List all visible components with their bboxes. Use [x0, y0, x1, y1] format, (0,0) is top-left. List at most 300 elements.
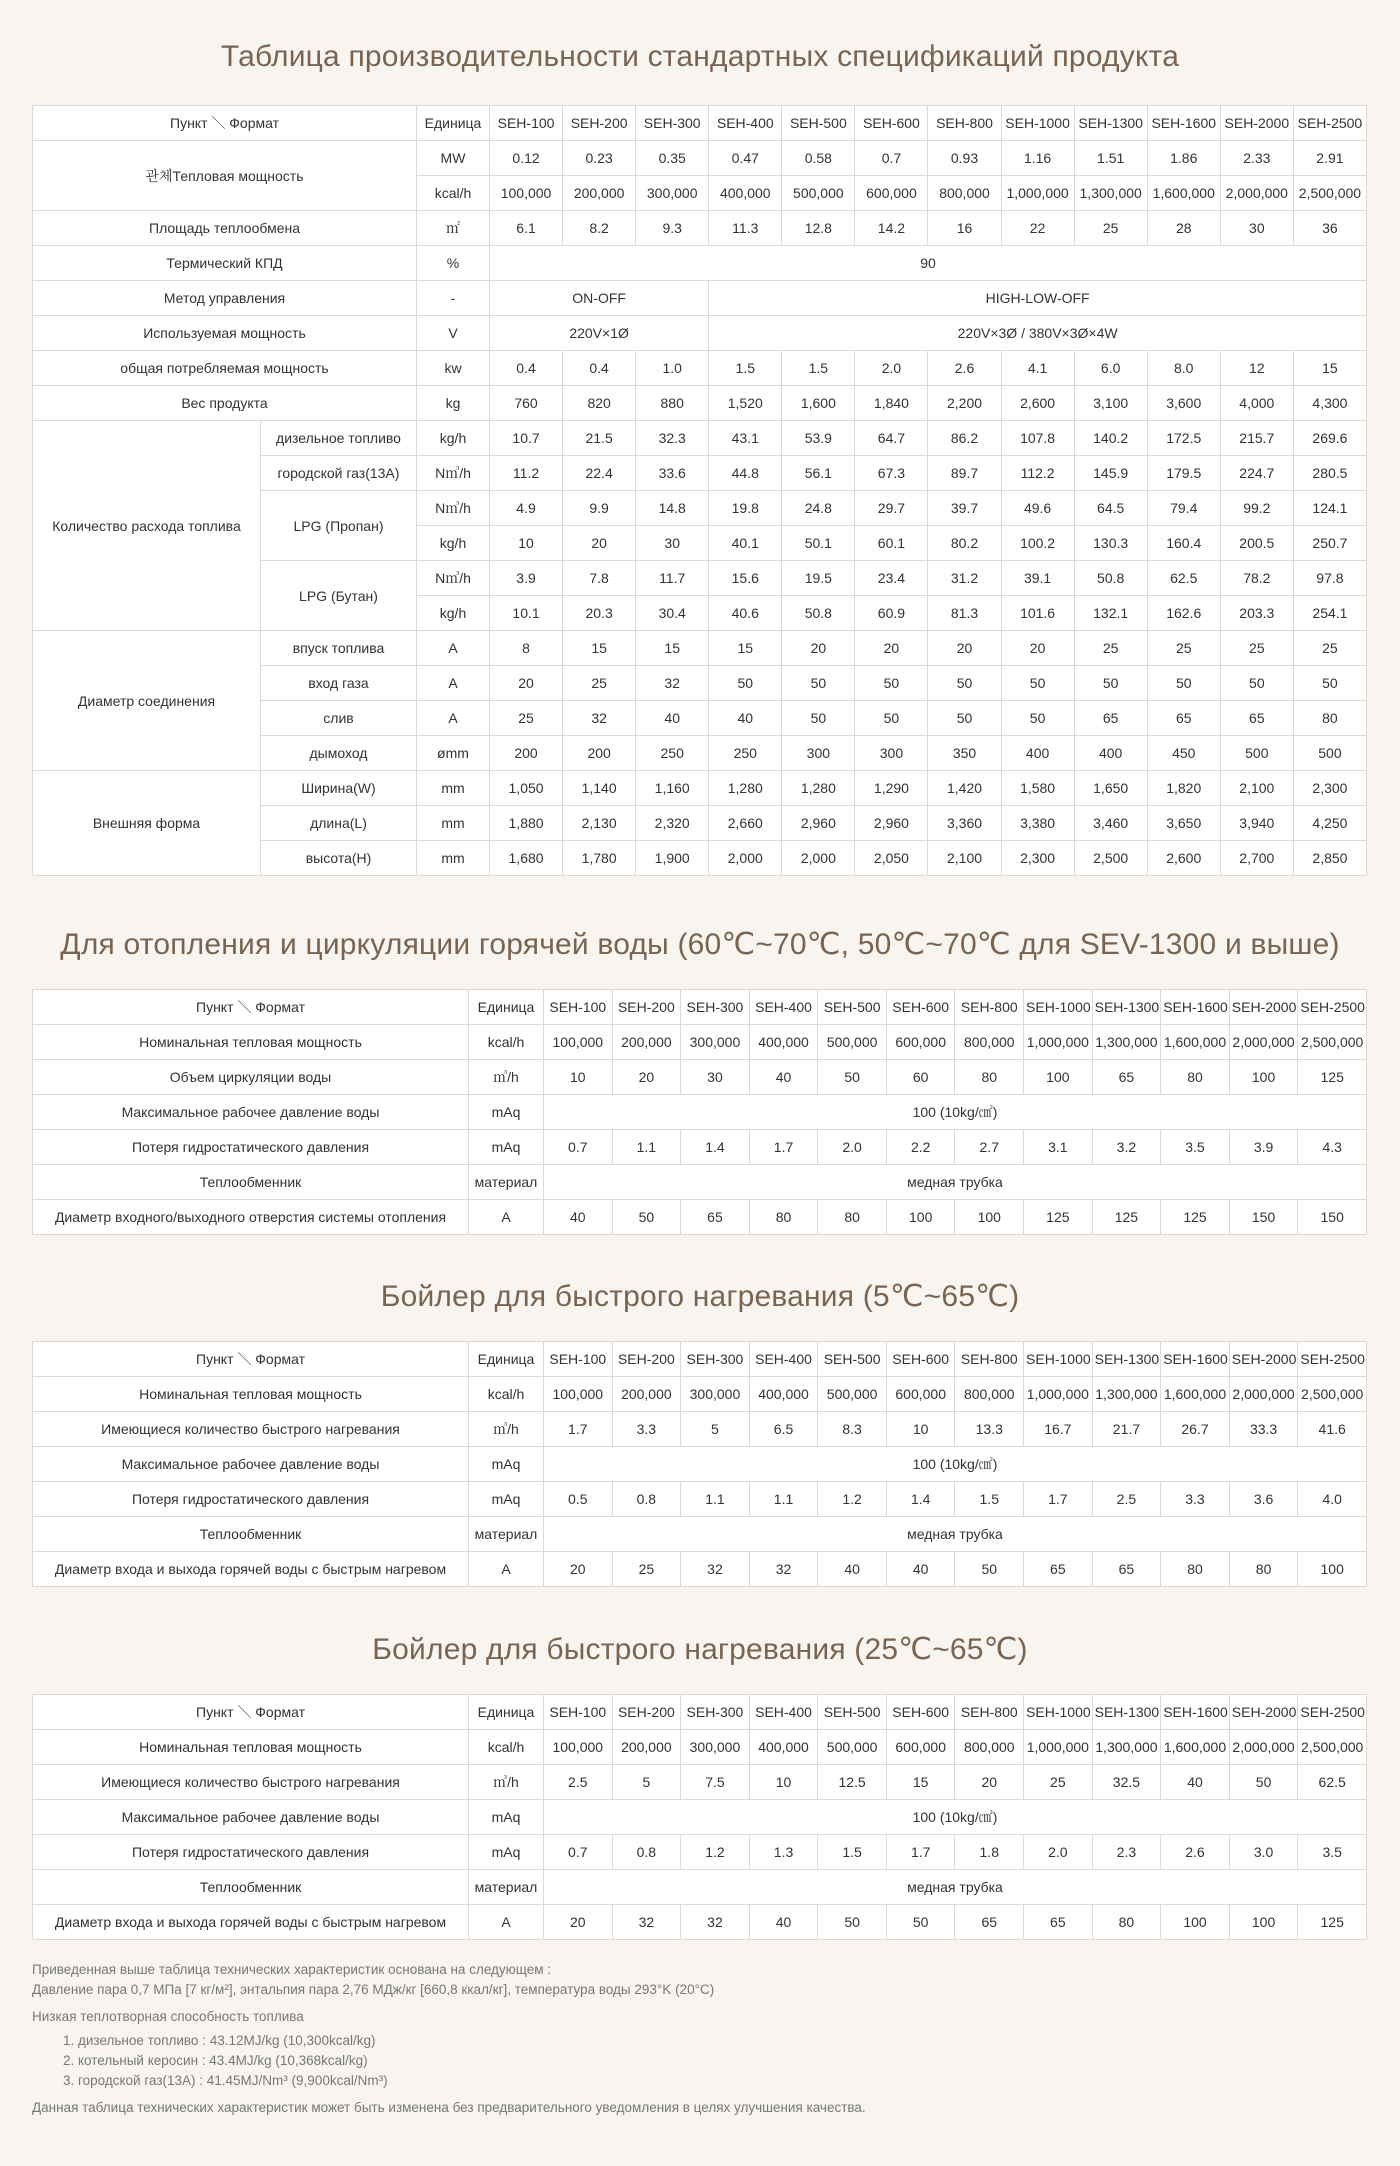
value-cell: 1,300,000: [1074, 176, 1147, 211]
model-header-cell: SEH-1300: [1074, 106, 1147, 141]
model-header-cell: SEH-2500: [1293, 106, 1366, 141]
table-row: [33, 1412, 1367, 1447]
value-cell: 5: [681, 1412, 750, 1447]
value-cell: 400,000: [749, 1730, 818, 1765]
value-cell: 2,600: [1147, 841, 1220, 876]
value-cell: 2,000: [709, 841, 782, 876]
row-label: Вес продукта: [33, 386, 417, 421]
value-cell: 0.58: [782, 141, 855, 176]
value-cell: 250: [709, 736, 782, 771]
row-label: Номинальная тепловая мощность: [33, 1730, 469, 1765]
value-cell: 500,000: [818, 1730, 887, 1765]
value-cell: 65: [1092, 1060, 1161, 1095]
value-cell: 10: [544, 1060, 613, 1095]
span-value-cell: 220V×1Ø: [490, 316, 709, 351]
value-cell: 16: [928, 211, 1001, 246]
value-cell: 100,000: [490, 176, 563, 211]
value-cell: 200.5: [1220, 526, 1293, 561]
unit-cell: V: [417, 316, 490, 351]
value-cell: 21.5: [563, 421, 636, 456]
group-label: Диаметр соединения: [33, 631, 261, 771]
table-row: [33, 1552, 1367, 1587]
unit-cell: материал: [469, 1165, 544, 1200]
model-header-cell: SEH-2500: [1298, 1695, 1367, 1730]
sub-label: высота(H): [261, 841, 417, 876]
model-header-cell: SEH-600: [886, 1342, 955, 1377]
unit-cell: kg/h: [417, 596, 490, 631]
value-cell: 3.2: [1092, 1130, 1161, 1165]
unit-cell: MW: [417, 141, 490, 176]
model-header-cell: SEH-1300: [1092, 1695, 1161, 1730]
value-cell: 600,000: [886, 1730, 955, 1765]
value-cell: 4.1: [1001, 351, 1074, 386]
value-cell: 10: [490, 526, 563, 561]
model-header-cell: SEH-300: [681, 1695, 750, 1730]
value-cell: 97.8: [1293, 561, 1366, 596]
value-cell: 44.8: [709, 456, 782, 491]
table-row: [33, 771, 1367, 806]
value-cell: 2.7: [955, 1130, 1024, 1165]
unit-cell: mAq: [469, 1835, 544, 1870]
unit-cell: kcal/h: [469, 1377, 544, 1412]
unit-cell: A: [469, 1200, 544, 1235]
value-cell: 20.3: [563, 596, 636, 631]
heating-table: [32, 989, 1367, 1235]
value-cell: 1,420: [928, 771, 1001, 806]
row-label: Имеющиеся количество быстрого нагревания: [33, 1765, 469, 1800]
value-cell: 50: [818, 1905, 887, 1940]
value-cell: 1,900: [636, 841, 709, 876]
value-cell: 78.2: [1220, 561, 1293, 596]
row-label: Номинальная тепловая мощность: [33, 1025, 469, 1060]
value-cell: 224.7: [1220, 456, 1293, 491]
value-cell: 20: [544, 1552, 613, 1587]
value-cell: 1,600,000: [1161, 1377, 1230, 1412]
value-cell: 26.7: [1161, 1412, 1230, 1447]
model-header-cell: SEH-100: [544, 990, 613, 1025]
value-cell: 1.0: [636, 351, 709, 386]
table-row: [33, 1765, 1367, 1800]
value-cell: 80: [1161, 1060, 1230, 1095]
row-label: Теплообменник: [33, 1517, 469, 1552]
value-cell: 2,600: [1001, 386, 1074, 421]
value-cell: 25: [1147, 631, 1220, 666]
value-cell: 1,600,000: [1161, 1730, 1230, 1765]
model-header-cell: SEH-800: [928, 106, 1001, 141]
value-cell: 880: [636, 386, 709, 421]
span-value-cell: 100 (10kg/㎠): [544, 1447, 1367, 1482]
value-cell: 2,300: [1001, 841, 1074, 876]
unit-cell: A: [417, 701, 490, 736]
value-cell: 1,140: [563, 771, 636, 806]
table-row: [33, 1095, 1367, 1130]
spec-table: [32, 105, 1367, 876]
model-header-cell: SEH-100: [490, 106, 563, 141]
value-cell: 49.6: [1001, 491, 1074, 526]
span-value-cell: ON-OFF: [490, 281, 709, 316]
value-cell: 200,000: [612, 1025, 681, 1060]
value-cell: 125: [1298, 1060, 1367, 1095]
row-label: Диаметр входного/выходного отверстия системы отопления: [33, 1200, 469, 1235]
value-cell: 11.3: [709, 211, 782, 246]
model-header-cell: SEH-1600: [1161, 1695, 1230, 1730]
model-header-cell: SEH-200: [563, 106, 636, 141]
value-cell: 1,000,000: [1024, 1377, 1093, 1412]
value-cell: 15: [709, 631, 782, 666]
value-cell: 80: [818, 1200, 887, 1235]
table-row: [33, 1165, 1367, 1200]
value-cell: 10.1: [490, 596, 563, 631]
model-header-cell: SEH-1000: [1001, 106, 1074, 141]
value-cell: 0.47: [709, 141, 782, 176]
unit-cell: kg/h: [417, 421, 490, 456]
value-cell: 4,000: [1220, 386, 1293, 421]
value-cell: 40: [886, 1552, 955, 1587]
value-cell: 172.5: [1147, 421, 1220, 456]
table-row: [33, 1482, 1367, 1517]
value-cell: 1,050: [490, 771, 563, 806]
value-cell: 2.0: [818, 1130, 887, 1165]
model-header-cell: SEH-300: [681, 990, 750, 1025]
value-cell: 3,460: [1074, 806, 1147, 841]
note-disclaimer: Данная таблица технических характеристик может быть изменена без предварительного уведомления в целях улучшения качества.: [32, 2100, 866, 2115]
value-cell: 32.3: [636, 421, 709, 456]
value-cell: 800,000: [928, 176, 1001, 211]
table-row: [33, 1870, 1367, 1905]
value-cell: 3.6: [1229, 1482, 1298, 1517]
value-cell: 2,000,000: [1229, 1377, 1298, 1412]
value-cell: 3.9: [1229, 1130, 1298, 1165]
value-cell: 65: [1024, 1552, 1093, 1587]
header-unit-cell: Единица: [469, 990, 544, 1025]
header-row: [33, 990, 1367, 1025]
value-cell: 40: [749, 1905, 818, 1940]
table-row: [33, 1200, 1367, 1235]
value-cell: 400,000: [749, 1025, 818, 1060]
header-unit-cell: Единица: [417, 106, 490, 141]
value-cell: 40: [709, 701, 782, 736]
value-cell: 250: [636, 736, 709, 771]
unit-cell: mm: [417, 806, 490, 841]
value-cell: 50: [782, 701, 855, 736]
unit-cell: N㎥/h: [417, 456, 490, 491]
value-cell: 30: [681, 1060, 750, 1095]
value-cell: 132.1: [1074, 596, 1147, 631]
value-cell: 32: [681, 1905, 750, 1940]
value-cell: 28: [1147, 211, 1220, 246]
unit-cell: kcal/h: [469, 1730, 544, 1765]
quick25-title: Бойлер для быстрого нагревания (25℃~65℃): [372, 1633, 1028, 1666]
value-cell: 50.1: [782, 526, 855, 561]
value-cell: 2,500: [1074, 841, 1147, 876]
value-cell: 2,850: [1293, 841, 1366, 876]
table-row: [33, 141, 1367, 176]
value-cell: 32: [612, 1905, 681, 1940]
row-label: Потеря гидростатического давления: [33, 1130, 469, 1165]
value-cell: 1,300,000: [1092, 1025, 1161, 1060]
value-cell: 14.8: [636, 491, 709, 526]
table-row: [33, 1447, 1367, 1482]
value-cell: 80: [1092, 1905, 1161, 1940]
value-cell: 2.5: [1092, 1482, 1161, 1517]
heating-title: Для отопления и циркуляции горячей воды (60℃~70℃, 50℃~70℃ для SEV-1300 и выше): [60, 928, 1340, 961]
spec-title: Таблица производительности стандартных спецификаций продукта: [220, 40, 1180, 73]
model-header-cell: SEH-500: [818, 1695, 887, 1730]
value-cell: 1.4: [886, 1482, 955, 1517]
value-cell: 20: [955, 1765, 1024, 1800]
quick5-title: Бойлер для быстрого нагревания (5℃~65℃): [380, 1280, 1020, 1313]
unit-cell: ㎡: [417, 211, 490, 246]
value-cell: 20: [612, 1060, 681, 1095]
table-row: [33, 386, 1367, 421]
value-cell: 0.4: [563, 351, 636, 386]
value-cell: 99.2: [1220, 491, 1293, 526]
value-cell: 19.5: [782, 561, 855, 596]
value-cell: 2,130: [563, 806, 636, 841]
value-cell: 50: [1001, 666, 1074, 701]
span-value-cell: HIGH-LOW-OFF: [709, 281, 1367, 316]
value-cell: 40: [1161, 1765, 1230, 1800]
value-cell: 12.8: [782, 211, 855, 246]
row-label: Теплообменник: [33, 1870, 469, 1905]
sub-label: LPG (Бутан): [261, 561, 417, 631]
value-cell: 200: [490, 736, 563, 771]
value-cell: 50: [1001, 701, 1074, 736]
group-label: Внешняя форма: [33, 771, 261, 876]
value-cell: 100: [1298, 1552, 1367, 1587]
value-cell: 125: [1024, 1200, 1093, 1235]
calorific-list: [32, 2031, 1367, 2091]
model-header-cell: SEH-2500: [1298, 1342, 1367, 1377]
value-cell: 1.5: [709, 351, 782, 386]
value-cell: 2.0: [855, 351, 928, 386]
value-cell: 2,100: [928, 841, 1001, 876]
value-cell: 300,000: [636, 176, 709, 211]
value-cell: 19.8: [709, 491, 782, 526]
unit-cell: %: [417, 246, 490, 281]
value-cell: 140.2: [1074, 421, 1147, 456]
value-cell: 40: [636, 701, 709, 736]
unit-cell: A: [469, 1552, 544, 1587]
value-cell: 1,840: [855, 386, 928, 421]
value-cell: 50.8: [782, 596, 855, 631]
value-cell: 20: [1001, 631, 1074, 666]
value-cell: 1,600,000: [1147, 176, 1220, 211]
sub-label: вход газа: [261, 666, 417, 701]
value-cell: 400: [1074, 736, 1147, 771]
sub-label: слив: [261, 701, 417, 736]
value-cell: 80: [1229, 1552, 1298, 1587]
value-cell: 50: [1220, 666, 1293, 701]
unit-cell: mAq: [469, 1095, 544, 1130]
table-row: [33, 211, 1367, 246]
value-cell: 1.1: [612, 1130, 681, 1165]
value-cell: 1,280: [709, 771, 782, 806]
value-cell: 32.5: [1092, 1765, 1161, 1800]
value-cell: 13.3: [955, 1412, 1024, 1447]
value-cell: 25: [490, 701, 563, 736]
quick25-table: [32, 1694, 1367, 1940]
header-row: [33, 1342, 1367, 1377]
value-cell: 300,000: [681, 1377, 750, 1412]
table-row: [33, 1835, 1367, 1870]
sub-label: дымоход: [261, 736, 417, 771]
model-header-cell: SEH-1000: [1024, 1342, 1093, 1377]
value-cell: 500,000: [818, 1377, 887, 1412]
value-cell: 23.4: [855, 561, 928, 596]
model-header-cell: SEH-400: [749, 990, 818, 1025]
value-cell: 800,000: [955, 1025, 1024, 1060]
value-cell: 1,600,000: [1161, 1025, 1230, 1060]
value-cell: 200,000: [612, 1730, 681, 1765]
sub-label: впуск топлива: [261, 631, 417, 666]
value-cell: 125: [1161, 1200, 1230, 1235]
row-label: Номинальная тепловая мощность: [33, 1377, 469, 1412]
table-row: [33, 421, 1367, 456]
value-cell: 80: [955, 1060, 1024, 1095]
value-cell: 50: [1147, 666, 1220, 701]
value-cell: 2,200: [928, 386, 1001, 421]
row-label: общая потребляемая мощность: [33, 351, 417, 386]
value-cell: 1.86: [1147, 141, 1220, 176]
value-cell: 2.5: [544, 1765, 613, 1800]
model-header-cell: SEH-1600: [1147, 106, 1220, 141]
value-cell: 600,000: [855, 176, 928, 211]
value-cell: 0.7: [855, 141, 928, 176]
value-cell: 67.3: [855, 456, 928, 491]
value-cell: 3.5: [1298, 1835, 1367, 1870]
value-cell: 8: [490, 631, 563, 666]
value-cell: 2.3: [1092, 1835, 1161, 1870]
value-cell: 31.2: [928, 561, 1001, 596]
unit-cell: mm: [417, 841, 490, 876]
value-cell: 2,960: [782, 806, 855, 841]
value-cell: 60.1: [855, 526, 928, 561]
value-cell: 62.5: [1147, 561, 1220, 596]
row-label: Максимальное рабочее давление воды: [33, 1800, 469, 1835]
sub-label: длина(L): [261, 806, 417, 841]
value-cell: 100: [1229, 1060, 1298, 1095]
value-cell: 1.16: [1001, 141, 1074, 176]
value-cell: 350: [928, 736, 1001, 771]
value-cell: 150: [1229, 1200, 1298, 1235]
value-cell: 80: [1161, 1552, 1230, 1587]
value-cell: 1.5: [818, 1835, 887, 1870]
value-cell: 39.7: [928, 491, 1001, 526]
unit-cell: A: [417, 666, 490, 701]
value-cell: 40: [749, 1060, 818, 1095]
span-value-cell: медная трубка: [544, 1517, 1367, 1552]
note-basis: Приведенная выше таблица технических характеристик основана на следующем :: [32, 1962, 552, 1977]
model-header-cell: SEH-300: [681, 1342, 750, 1377]
span-value-cell: медная трубка: [544, 1165, 1367, 1200]
value-cell: 50: [928, 666, 1001, 701]
value-cell: 300: [782, 736, 855, 771]
value-cell: 29.7: [855, 491, 928, 526]
header-item-cell: Пункт ＼ Формат: [33, 1342, 469, 1377]
model-header-cell: SEH-1600: [1161, 1342, 1230, 1377]
value-cell: 15.6: [709, 561, 782, 596]
note-conditions: Давление пара 0,7 МПа [7 кг/м²], энтальпия пара 2,76 МДж/кг [660,8 ккал/кг], температура воды 293°K (20°C): [32, 1982, 715, 1997]
quick5-table: [32, 1341, 1367, 1587]
value-cell: 1,680: [490, 841, 563, 876]
sub-label: Ширина(W): [261, 771, 417, 806]
model-header-cell: SEH-2000: [1229, 990, 1298, 1025]
value-cell: 4.9: [490, 491, 563, 526]
value-cell: 2.33: [1220, 141, 1293, 176]
row-label: Потеря гидростатического давления: [33, 1835, 469, 1870]
value-cell: 15: [636, 631, 709, 666]
value-cell: 2,000,000: [1229, 1730, 1298, 1765]
value-cell: 800,000: [955, 1377, 1024, 1412]
model-header-cell: SEH-300: [636, 106, 709, 141]
value-cell: 2,660: [709, 806, 782, 841]
value-cell: 1,580: [1001, 771, 1074, 806]
row-label: Максимальное рабочее давление воды: [33, 1447, 469, 1482]
value-cell: 8.2: [563, 211, 636, 246]
row-label: Используемая мощность: [33, 316, 417, 351]
value-cell: 800,000: [955, 1730, 1024, 1765]
value-cell: 600,000: [886, 1025, 955, 1060]
value-cell: 32: [681, 1552, 750, 1587]
value-cell: 6.1: [490, 211, 563, 246]
row-label: Площадь теплообмена: [33, 211, 417, 246]
value-cell: 20: [544, 1905, 613, 1940]
unit-cell: материал: [469, 1517, 544, 1552]
value-cell: 1,780: [563, 841, 636, 876]
footnotes: [32, 1960, 1367, 2118]
value-cell: 100: [955, 1200, 1024, 1235]
unit-cell: mAq: [469, 1800, 544, 1835]
value-cell: 0.12: [490, 141, 563, 176]
value-cell: 1,880: [490, 806, 563, 841]
value-cell: 1,520: [709, 386, 782, 421]
unit-cell: kcal/h: [469, 1025, 544, 1060]
value-cell: 86.2: [928, 421, 1001, 456]
value-cell: 64.7: [855, 421, 928, 456]
value-cell: 65: [1092, 1552, 1161, 1587]
model-header-cell: SEH-200: [612, 990, 681, 1025]
unit-cell: ømm: [417, 736, 490, 771]
value-cell: 15: [1293, 351, 1366, 386]
value-cell: 1,820: [1147, 771, 1220, 806]
value-cell: 820: [563, 386, 636, 421]
model-header-cell: SEH-500: [782, 106, 855, 141]
table-row: [33, 1730, 1367, 1765]
value-cell: 2,320: [636, 806, 709, 841]
value-cell: 65: [1147, 701, 1220, 736]
value-cell: 0.7: [544, 1835, 613, 1870]
value-cell: 16.7: [1024, 1412, 1093, 1447]
value-cell: 41.6: [1298, 1412, 1367, 1447]
model-header-cell: SEH-100: [544, 1342, 613, 1377]
value-cell: 14.2: [855, 211, 928, 246]
value-cell: 760: [490, 386, 563, 421]
value-cell: 15: [563, 631, 636, 666]
row-label: Объем циркуляции воды: [33, 1060, 469, 1095]
group-label: Количество расхода топлива: [33, 421, 261, 631]
value-cell: 2.6: [1161, 1835, 1230, 1870]
model-header-cell: SEH-200: [612, 1695, 681, 1730]
model-header-cell: SEH-500: [818, 1342, 887, 1377]
value-cell: 7.8: [563, 561, 636, 596]
value-cell: 20: [928, 631, 1001, 666]
value-cell: 1,160: [636, 771, 709, 806]
value-cell: 101.6: [1001, 596, 1074, 631]
value-cell: 50: [855, 701, 928, 736]
value-cell: 100: [886, 1200, 955, 1235]
value-cell: 107.8: [1001, 421, 1074, 456]
